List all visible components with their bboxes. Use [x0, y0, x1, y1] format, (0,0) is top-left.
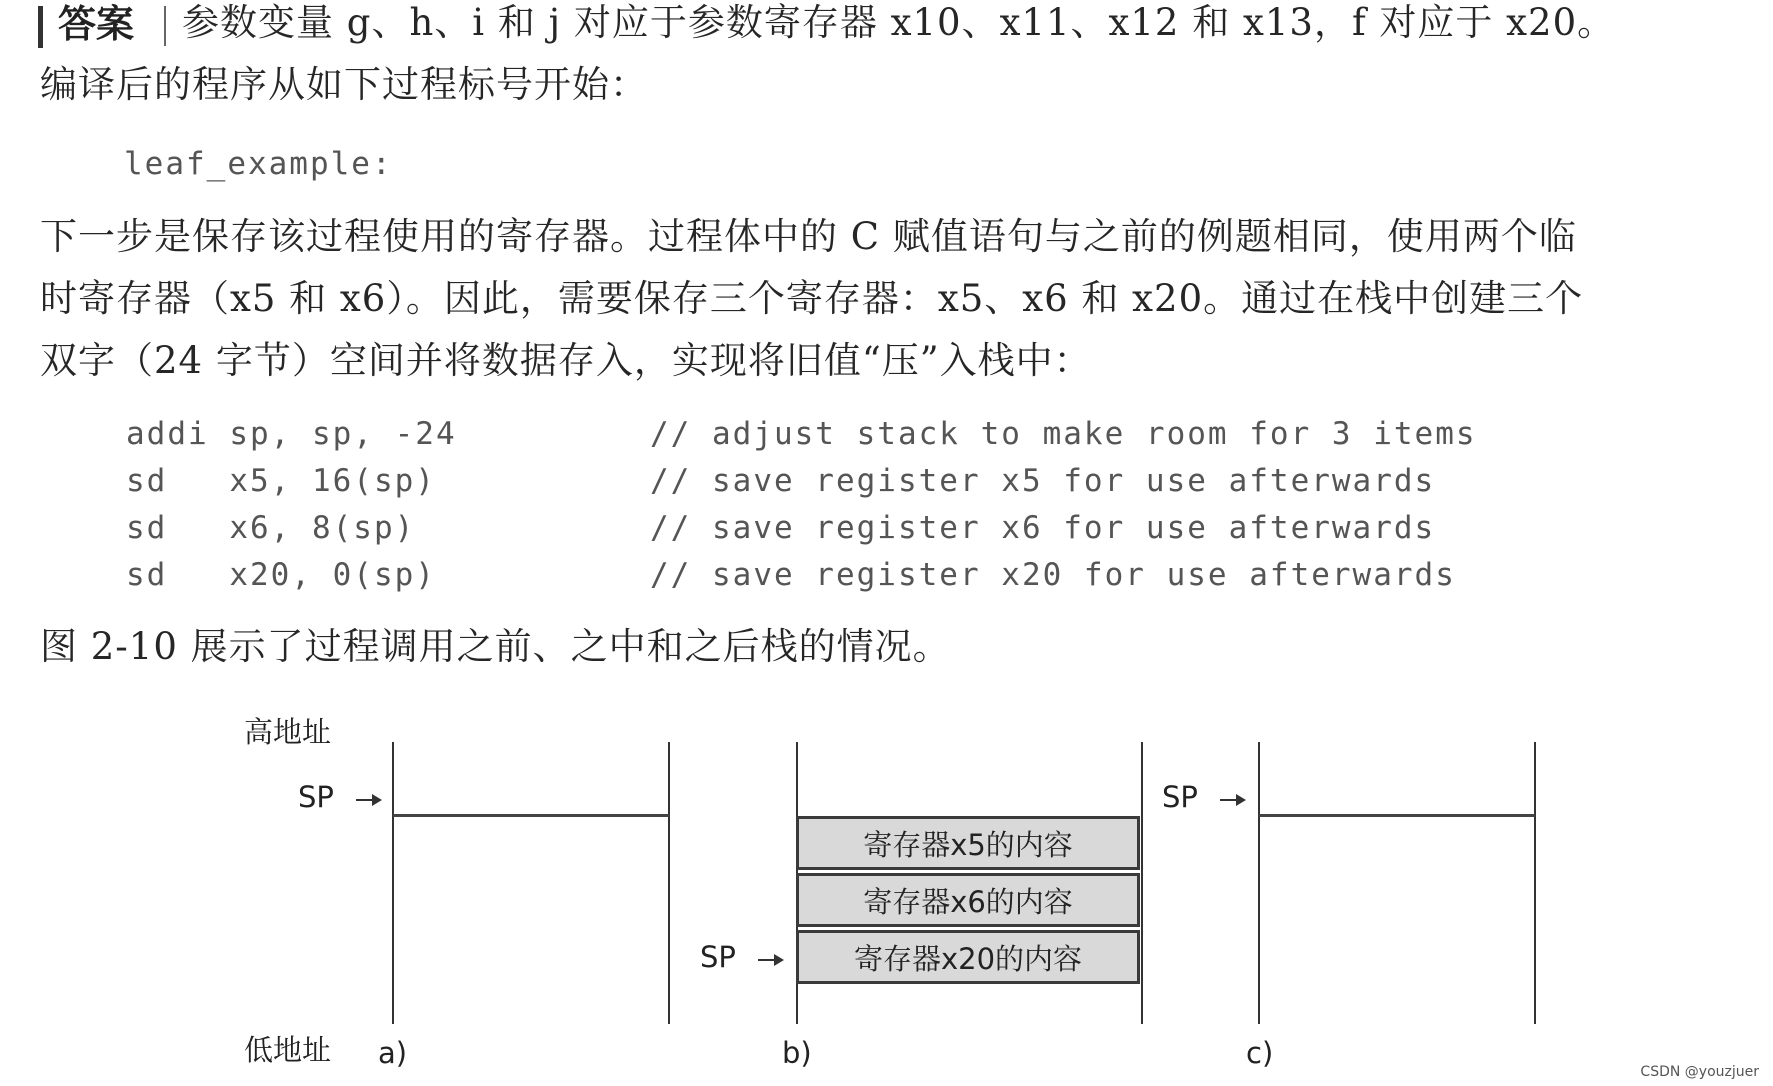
code-instruction: sd x20, 0(sp): [126, 557, 436, 593]
high-address-label: 高地址: [244, 715, 332, 749]
panel-a-right-line: [668, 742, 670, 1024]
label-code: leaf_example:: [124, 146, 393, 182]
panel-b-label: b): [782, 1036, 812, 1070]
panel-c-stack-top: [1259, 814, 1535, 817]
paragraph-line-2: 时寄存器（x5 和 x6）。因此，需要保存三个寄存器：x5、x6 和 x20。通过在栈中创建三个: [40, 277, 1584, 320]
low-address-label: 低地址: [244, 1033, 332, 1067]
code-instruction: sd x5, 16(sp): [126, 463, 436, 499]
paragraph-line-1: 下一步是保存该过程使用的寄存器。过程体中的 C 赋值语句与之前的例题相同，使用两个临: [40, 215, 1577, 258]
panel-c-label: c): [1246, 1036, 1274, 1070]
code-instruction: addi sp, sp, -24: [126, 416, 457, 452]
code-comment: // save register x6 for use afterwards: [650, 510, 1436, 546]
code-comment: // save register x5 for use afterwards: [650, 463, 1436, 499]
stack-cell-x5: 寄存器x5的内容: [796, 816, 1140, 870]
code-comment: // adjust stack to make room for 3 items: [650, 416, 1477, 452]
answer-text: 参数变量 g、h、i 和 j 对应于参数寄存器 x10、x11、x12 和 x13，f 对应于 x20。: [182, 1, 1616, 44]
panel-c-right-line: [1534, 742, 1536, 1024]
answer-separator: [164, 6, 166, 46]
sp-label-b: SP: [700, 940, 736, 974]
panel-c-left-line: [1258, 742, 1260, 1024]
answer-bar: [38, 6, 43, 48]
sp-label-c: SP: [1162, 780, 1198, 814]
sp-arrow-icon: [356, 799, 378, 801]
stack-cell-x6: 寄存器x6的内容: [796, 873, 1140, 927]
sp-arrow-icon: [758, 959, 780, 961]
paragraph-line-3: 双字（24 字节）空间并将数据存入，实现将旧值“压”入栈中：: [40, 339, 1092, 382]
panel-b-right-line: [1141, 742, 1143, 1024]
paragraph-intro: 编译后的程序从如下过程标号开始：: [40, 63, 648, 106]
panel-a-label: a): [378, 1036, 408, 1070]
panel-a-left-line: [392, 742, 394, 1024]
sp-label-a: SP: [298, 780, 334, 814]
stack-cell-x20: 寄存器x20的内容: [796, 930, 1140, 984]
watermark: CSDN @youzjuer: [1640, 1064, 1759, 1080]
answer-label: 答案: [58, 2, 135, 46]
panel-a-stack-top: [393, 814, 669, 817]
paragraph-figure-ref: 图 2-10 展示了过程调用之前、之中和之后栈的情况。: [40, 625, 951, 668]
code-comment: // save register x20 for use afterwards: [650, 557, 1456, 593]
sp-arrow-icon: [1220, 799, 1242, 801]
code-instruction: sd x6, 8(sp): [126, 510, 416, 546]
